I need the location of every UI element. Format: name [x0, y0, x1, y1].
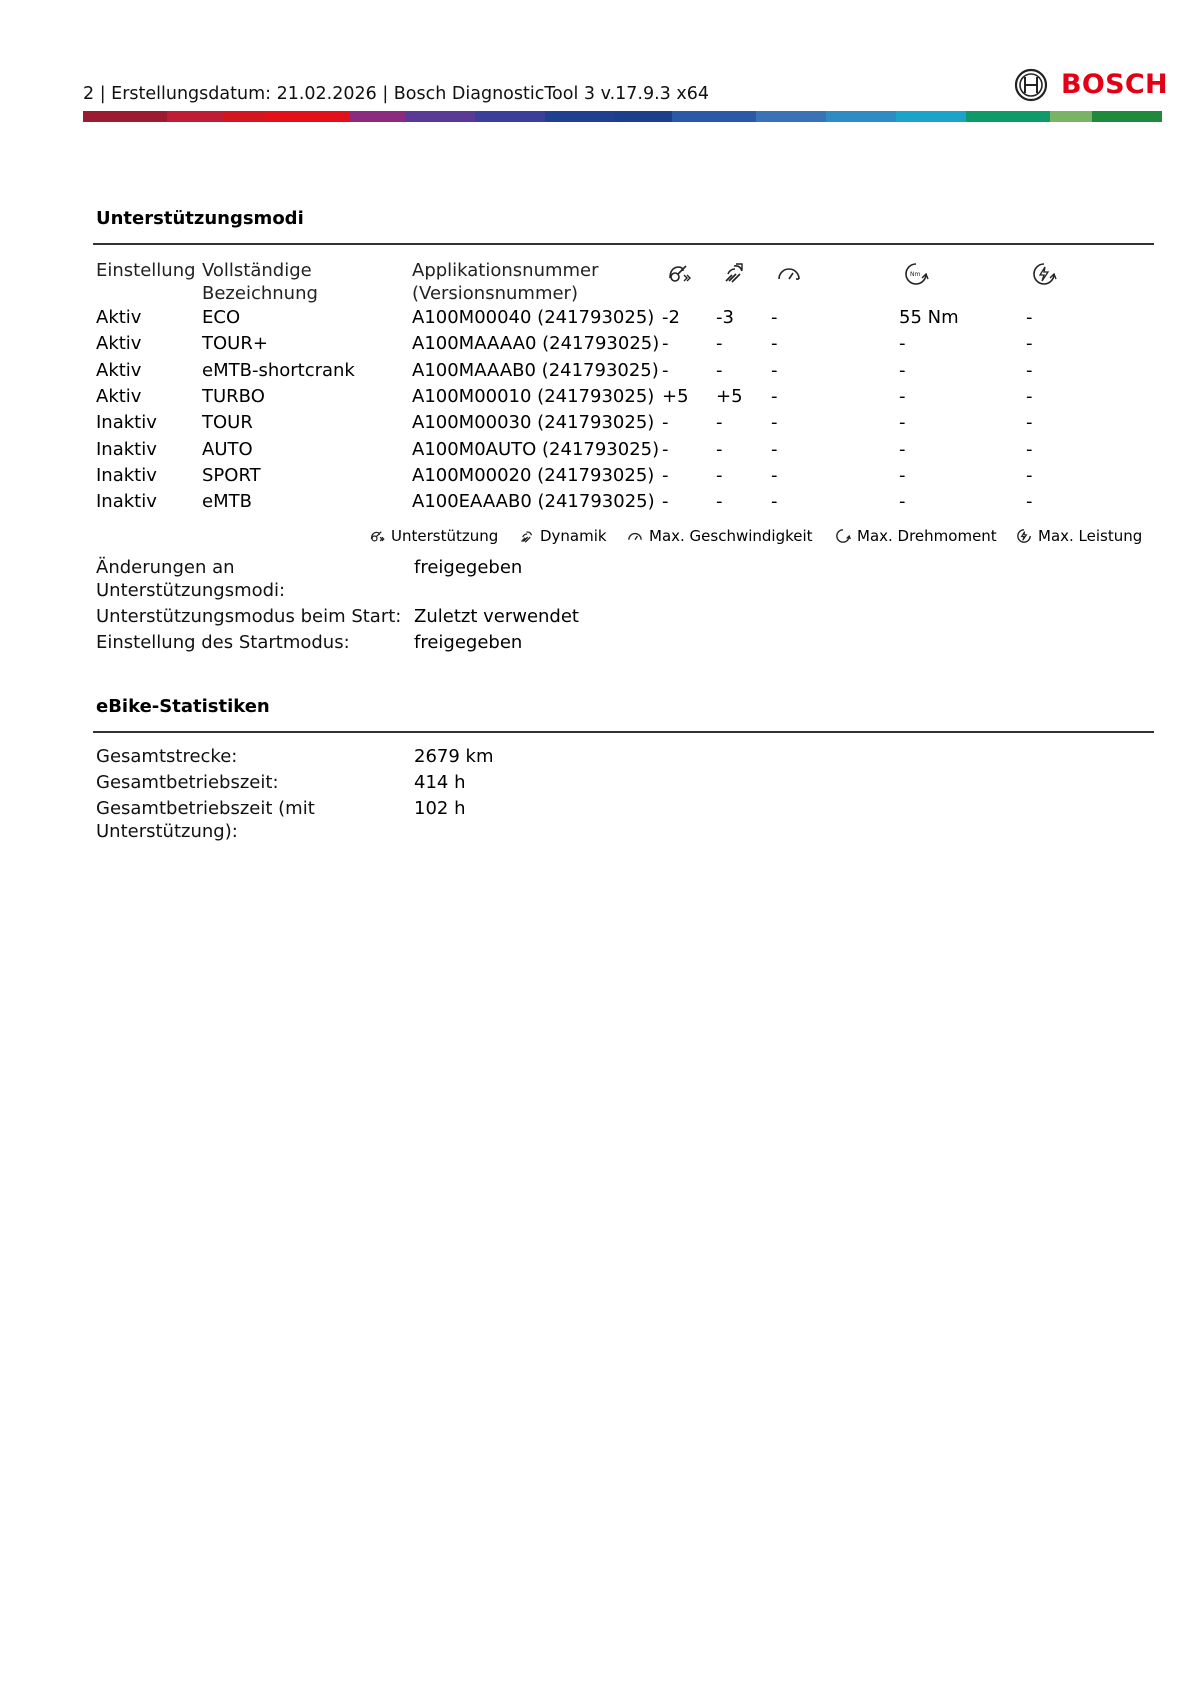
cell-max-torque: - — [899, 333, 906, 355]
cell-support: - — [662, 412, 669, 434]
bosch-wordmark: BOSCH — [1061, 69, 1168, 100]
cell-max-power: - — [1026, 412, 1033, 434]
brand-color-segment — [1092, 111, 1162, 122]
cell-app-number: A100M0AUTO (241793025) — [412, 438, 660, 460]
detail-value-start-mode: Zuletzt verwendet — [414, 606, 579, 627]
cell-dynamics: - — [716, 438, 723, 460]
stats-section-title: eBike-Statistiken — [96, 696, 270, 717]
legend-dynamics — [519, 527, 607, 545]
stat-label-assisted-runtime — [96, 797, 315, 843]
stat-label-line: Gesamtbetriebszeit (mit — [96, 798, 315, 819]
cell-name: ECO — [202, 307, 241, 328]
brand-color-segment — [545, 111, 615, 122]
cell-setting: Inaktiv — [96, 491, 157, 513]
brand-color-segment — [83, 111, 167, 122]
cell-max-torque: - — [899, 412, 906, 434]
detail-value-changes: freigegeben — [414, 557, 523, 578]
max-power-icon — [1031, 261, 1057, 287]
cell-max-speed: - — [771, 412, 778, 434]
cell-max-torque: - — [899, 385, 906, 407]
col-header-setting: Einstellung — [96, 260, 196, 281]
cell-dynamics: - — [716, 491, 723, 513]
cell-max-power: - — [1026, 491, 1033, 513]
cell-support: - — [662, 491, 669, 513]
cell-name: TOUR — [202, 412, 253, 434]
brand-color-segment — [475, 111, 545, 122]
modes-section-rule — [93, 243, 1154, 245]
cell-max-torque: - — [899, 464, 906, 486]
cell-setting: Aktiv — [96, 359, 142, 381]
bosch-armature-icon — [1014, 68, 1048, 102]
cell-dynamics: - — [716, 359, 723, 381]
stat-label-line: Unterstützung): — [96, 821, 238, 842]
cell-name: SPORT — [202, 464, 261, 486]
cell-max-power: - — [1026, 333, 1033, 355]
brand-color-segment — [167, 111, 223, 122]
legend-power — [1016, 527, 1142, 545]
cell-max-power: - — [1026, 438, 1033, 460]
cell-support: +5 — [662, 385, 689, 407]
max-torque-icon — [903, 261, 929, 287]
cell-max-speed: - — [771, 333, 778, 355]
cell-name: TURBO — [202, 385, 265, 407]
cell-app-number: A100M00040 (241793025) — [412, 307, 655, 328]
stat-label-runtime: Gesamtbetriebszeit: — [96, 772, 279, 793]
modes-section-title: Unterstützungsmodi — [96, 208, 304, 229]
page-header-text: 2 | Erstellungsdatum: 21.02.2026 | Bosch DiagnosticTool 3 v.17.9.3 x64 — [83, 84, 709, 104]
bosch-logo — [1014, 68, 1168, 104]
cell-app-number: A100MAAAA0 (241793025) — [412, 333, 660, 355]
cell-app-number: A100MAAAB0 (241793025) — [412, 359, 659, 381]
cell-setting: Aktiv — [96, 385, 142, 407]
cell-max-torque: - — [899, 491, 906, 513]
stat-label-distance: Gesamtstrecke: — [96, 746, 238, 767]
detail-label-line: Änderungen an — [96, 557, 235, 578]
dynamics-icon — [519, 529, 534, 544]
cell-dynamics: - — [716, 333, 723, 355]
detail-value-start-setting: freigegeben — [414, 632, 523, 653]
cell-app-number: A100M00010 (241793025) — [412, 385, 655, 407]
cell-name: eMTB — [202, 491, 252, 513]
brand-color-bar — [83, 111, 1162, 122]
cell-support: -2 — [662, 307, 680, 328]
cell-name: eMTB-shortcrank — [202, 359, 355, 381]
cell-max-speed: - — [771, 438, 778, 460]
dynamics-icon — [722, 261, 746, 285]
cell-max-torque: - — [899, 359, 906, 381]
cell-name: AUTO — [202, 438, 253, 460]
brand-color-segment — [756, 111, 826, 122]
max-speed-icon — [627, 530, 643, 542]
brand-color-segment — [896, 111, 966, 122]
cell-dynamics: +5 — [716, 385, 743, 407]
brand-color-segment — [405, 111, 475, 122]
cell-name: TOUR+ — [202, 333, 268, 355]
detail-label-start-setting: Einstellung des Startmodus: — [96, 632, 350, 653]
stat-value-runtime: 414 h — [414, 772, 466, 793]
cell-app-number: A100M00030 (241793025) — [412, 412, 655, 434]
svg-text:Nm: Nm — [910, 271, 921, 278]
brand-color-segment — [672, 111, 756, 122]
legend-support — [369, 527, 498, 545]
cell-max-speed: - — [771, 491, 778, 513]
brand-color-segment — [1050, 111, 1092, 122]
cell-max-torque: - — [899, 438, 906, 460]
cell-support: - — [662, 359, 669, 381]
cell-support: - — [662, 464, 669, 486]
stat-value-distance: 2679 km — [414, 746, 494, 767]
brand-color-segment — [265, 111, 349, 122]
legend-dynamics-label: Dynamik — [540, 527, 607, 545]
detail-label-changes — [96, 556, 285, 602]
col-header-name-line1: Vollständige — [202, 260, 312, 281]
cell-dynamics: - — [716, 412, 723, 434]
detail-label-start-mode: Unterstützungsmodus beim Start: — [96, 606, 402, 627]
cell-setting: Aktiv — [96, 307, 142, 328]
legend-support-label: Unterstützung — [391, 527, 499, 545]
cell-max-speed: - — [771, 307, 778, 328]
stats-section-rule — [93, 731, 1154, 733]
brand-color-segment — [349, 111, 405, 122]
cell-max-power: - — [1026, 385, 1033, 407]
legend-speed-label: Max. Geschwindigkeit — [649, 527, 813, 545]
cell-max-speed: - — [771, 464, 778, 486]
cell-max-speed: - — [771, 359, 778, 381]
cell-setting: Inaktiv — [96, 464, 157, 486]
brand-color-segment — [966, 111, 1050, 122]
detail-label-line: Unterstützungsmodi: — [96, 580, 286, 601]
cell-setting: Inaktiv — [96, 412, 157, 434]
cell-support: - — [662, 333, 669, 355]
brand-color-segment — [615, 111, 671, 122]
legend-power-label: Max. Leistung — [1038, 527, 1143, 545]
legend-torque-label: Max. Drehmoment — [857, 527, 997, 545]
cell-max-power: - — [1026, 307, 1033, 328]
max-power-icon — [1016, 528, 1032, 544]
cell-max-power: - — [1026, 359, 1033, 381]
cell-support: - — [662, 438, 669, 460]
brand-color-segment — [223, 111, 265, 122]
cell-app-number: A100M00020 (241793025) — [412, 464, 655, 486]
cell-setting: Inaktiv — [96, 438, 157, 460]
support-icon — [369, 529, 385, 543]
cell-dynamics: -3 — [716, 307, 734, 328]
cell-max-speed: - — [771, 385, 778, 407]
support-icon — [666, 262, 692, 284]
col-header-name-line2: Bezeichnung — [202, 283, 318, 304]
legend-torque — [835, 527, 997, 545]
col-header-app-line2: (Versionsnummer) — [412, 283, 578, 304]
max-torque-icon — [835, 528, 851, 544]
col-header-app-line1: Applikationsnummer — [412, 260, 599, 281]
cell-app-number: A100EAAAB0 (241793025) — [412, 491, 655, 513]
stat-value-assisted-runtime: 102 h — [414, 798, 466, 819]
cell-max-power: - — [1026, 464, 1033, 486]
max-speed-icon — [776, 264, 802, 282]
cell-dynamics: - — [716, 464, 723, 486]
cell-setting: Aktiv — [96, 333, 142, 355]
brand-color-segment — [826, 111, 896, 122]
cell-max-torque: 55 Nm — [899, 307, 959, 328]
legend-speed — [627, 527, 813, 545]
